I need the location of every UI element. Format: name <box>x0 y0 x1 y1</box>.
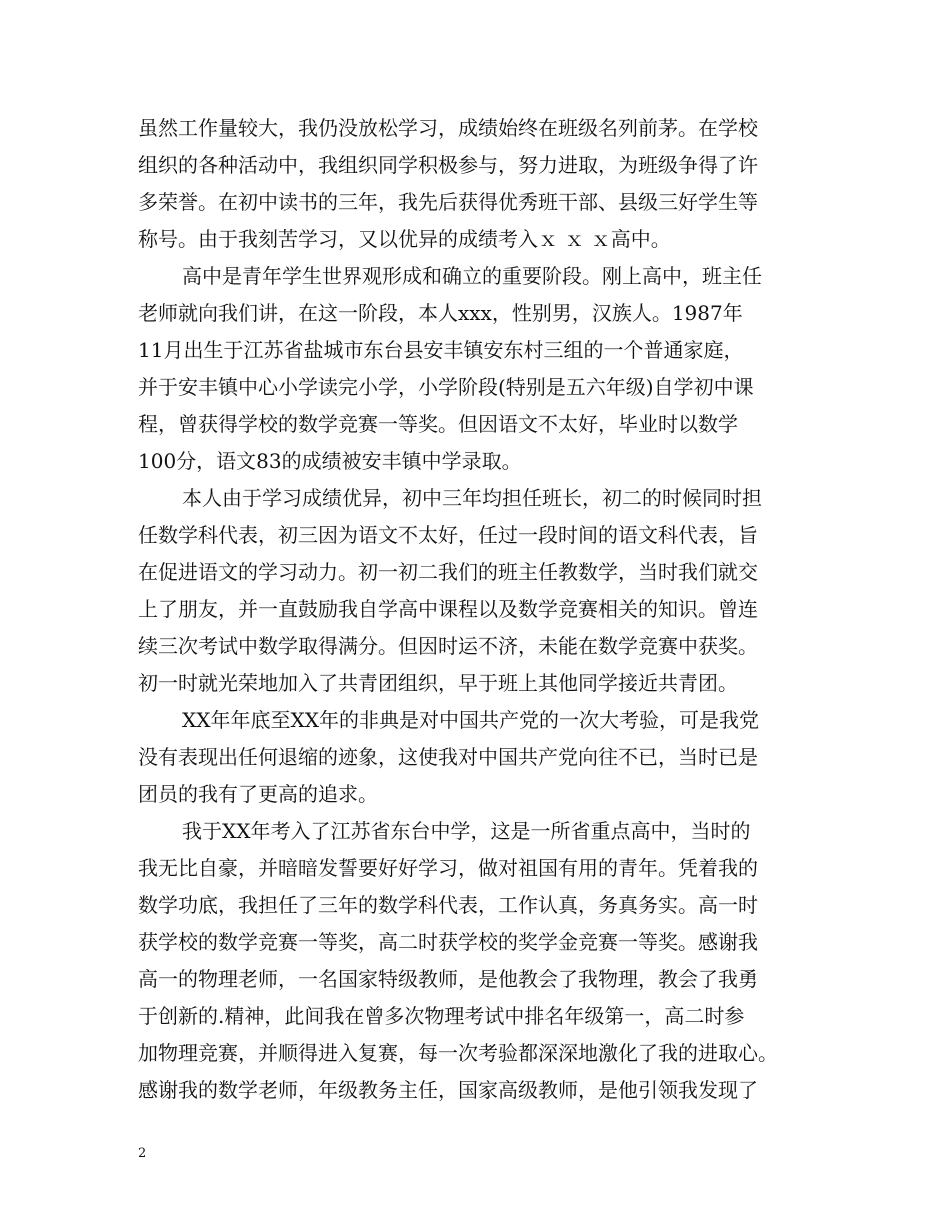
text-line: 感谢我的数学老师，年级教务主任，国家高级教师，是他引领我发现了 <box>138 1078 758 1102</box>
text-line: 本人由于学习成绩优异，初中三年均担任班长，初二的时候同时担 <box>182 486 762 510</box>
text-line: 任数学科代表，初三因为语文不太好，任过一段时间的语文科代表，旨 <box>138 523 758 547</box>
text-line: 数学功底，我担任了三年的数学科代表，工作认真，务真务实。高一时 <box>138 893 758 917</box>
text-line: XX年年底至XX年的非典是对中国共产党的一次大考验，可是我党 <box>182 708 759 732</box>
text-line: 没有表现出任何退缩的迹象，这使我对中国共产党向往不已，当时已是 <box>138 745 758 769</box>
text-line: 老师就向我们讲，在这一阶段，本人xxx，性别男，汉族人。1987年 <box>138 301 743 325</box>
text-line: 虽然工作量较大，我仍没放松学习，成绩始终在班级名列前茅。在学校 <box>138 116 758 140</box>
text-line: 11月出生于江苏省盐城市东台县安丰镇安东村三组的一个普通家庭， <box>138 338 744 362</box>
text-line: 在促进语文的学习动力。初一初二我们的班主任教数学，当时我们就交 <box>138 560 758 584</box>
text-line: 称号。由于我刻苦学习，又以优异的成绩考入ｘ ｘ ｘ高中。 <box>138 227 671 251</box>
text-line: 续三次考试中数学取得满分。但因时运不济，未能在数学竞赛中获奖。 <box>138 634 758 658</box>
text-line: 我无比自豪，并暗暗发誓要好好学习，做对祖国有用的青年。凭着我的 <box>138 856 758 880</box>
body-text <box>138 110 838 1109</box>
page-number: 2 <box>138 1146 147 1161</box>
text-line: 多荣誉。在初中读书的三年，我先后获得优秀班干部、县级三好学生等 <box>138 190 758 214</box>
text-line: 组织的各种活动中，我组织同学积极参与，努力进取，为班级争得了许 <box>138 153 758 177</box>
text-line: 并于安丰镇中心小学读完小学，小学阶段(特别是五六年级)自学初中课 <box>138 375 754 399</box>
text-line: 于创新的.精神，此间我在曾多次物理考试中排名年级第一，高二时参 <box>138 1004 745 1028</box>
text-line: 100分，语文83的成绩被安丰镇中学录取。 <box>138 449 522 473</box>
text-line: 加物理竞赛，并顺得进入复赛，每一次考验都深深地激化了我的进取心。 <box>138 1041 778 1065</box>
text-line: 团员的我有了更高的追求。 <box>138 782 378 806</box>
text-line: 我于XX年考入了江苏省东台中学，这是一所省重点高中，当时的 <box>182 819 751 843</box>
text-line: 高一的物理老师，一名国家特级教师，是他教会了我物理，教会了我勇 <box>138 967 758 991</box>
text-line: 初一时就光荣地加入了共青团组织，早于班上其他同学接近共青团。 <box>138 671 738 695</box>
text-line: 上了朋友，并一直鼓励我自学高中课程以及数学竞赛相关的知识。曾连 <box>138 597 758 621</box>
text-line: 获学校的数学竞赛一等奖，高二时获学校的奖学金竞赛一等奖。感谢我 <box>138 930 758 954</box>
text-line: 程，曾获得学校的数学竞赛一等奖。但因语文不太好，毕业时以数学 <box>138 412 738 436</box>
text-line: 高中是青年学生世界观形成和确立的重要阶段。刚上高中，班主任 <box>182 264 762 288</box>
